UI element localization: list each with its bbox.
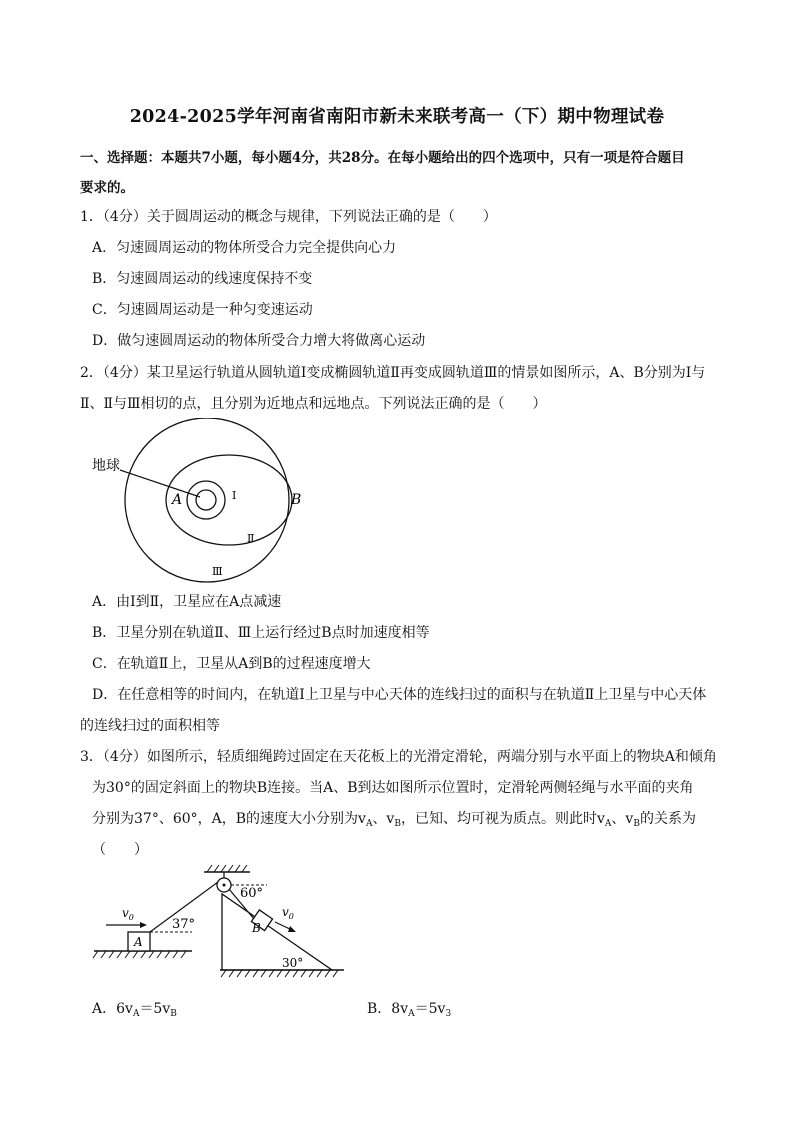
velocity-label-a: $v_0$ <box>122 906 134 922</box>
pulley-diagram <box>92 864 362 989</box>
velocity-label-b: $v_0$ <box>282 905 294 921</box>
orbit-3-circle <box>125 418 289 582</box>
q3-stem-line2: 为30°的固定斜面上的物块B连接。当A、B到达如图所示位置时，定滑轮两侧轻绳与水平面的夹角 <box>92 780 694 796</box>
angle-37-label: 37° <box>172 917 196 932</box>
q3-stem-line3 <box>92 808 696 829</box>
q1-option-c: C．匀速圆周运动是一种匀变速运动 <box>92 302 313 318</box>
subscript-a: A <box>132 1009 140 1019</box>
q3-stem-line1: 3．（4分）如图所示，轻质细绳跨过固定在天花板上的光滑定滑轮，两端分别与水平面上的物块A和倾角 <box>80 749 717 765</box>
q3-stem-line3-text-5: 的关系为 <box>639 811 696 827</box>
q3-stem-line3-text-2: 、v <box>372 811 395 827</box>
angle-60-label: 60° <box>240 886 264 901</box>
subscript-3: 3 <box>445 1009 452 1019</box>
q3-option-a <box>92 998 177 1019</box>
ground-left-hatch <box>93 951 186 958</box>
earth-circle <box>196 490 216 510</box>
section-heading-line2: 要求的。 <box>80 180 134 196</box>
ground-right-hatch <box>221 970 338 977</box>
earth-pointer-line <box>120 470 200 497</box>
q2-stem-line1: 2．（4分）某卫星运行轨道从圆轨道Ⅰ变成椭圆轨道Ⅱ再变成圆轨道Ⅲ的情景如图所示，A、B分别为Ⅰ与 <box>80 365 706 381</box>
q1-option-d: D．做匀速圆周运动的物体所受合力增大将做离心运动 <box>92 333 426 349</box>
subscript-b: B <box>170 1009 177 1019</box>
orbit-2-label: Ⅱ <box>247 532 255 545</box>
section-heading-line1: 一、选择题：本题共7小题，每小题4分，共28分。在每小题给出的四个选项中，只有一项是符合题目 <box>80 150 685 166</box>
orbit-diagram <box>86 418 326 588</box>
subscript-a: A <box>408 1009 415 1019</box>
orbit-2-ellipse <box>166 455 292 545</box>
q3-option-a-text-2: ＝5v <box>139 1001 171 1017</box>
q2-option-d: D．在任意相等的时间内，在轨道Ⅰ上卫星与中心天体的连线扫过的面积与在轨道Ⅱ上卫星与中心天体 <box>92 687 707 703</box>
q3-option-a-text-1: A．6v <box>92 1001 133 1017</box>
q3-stem-line4: （ ） <box>92 842 148 858</box>
velocity-arrowhead-b <box>288 926 296 932</box>
q3-stem-line3-text-1: 分别为37°、60°，A，B的速度大小分别为v <box>92 811 366 827</box>
q2-option-c: C．在轨道Ⅱ上，卫星从A到B的过程速度增大 <box>92 656 371 672</box>
pulley-axle <box>223 884 226 887</box>
subscript-a: A <box>365 819 373 829</box>
angle-30-label: 30° <box>282 956 304 970</box>
velocity-arrowhead-a <box>140 922 147 928</box>
q1-stem: 1．（4分）关于圆周运动的概念与规律，下列说法正确的是（ ） <box>80 209 497 225</box>
q1-option-b: B．匀速圆周运动的线速度保持不变 <box>92 271 313 287</box>
point-a-label: A <box>172 492 183 508</box>
q2-stem-line2: Ⅱ、Ⅱ与Ⅲ相切的点，且分别为近地点和远地点。下列说法正确的是（ ） <box>80 396 547 412</box>
subscript-b: B <box>394 819 401 829</box>
q2-option-b: B．卫星分别在轨道Ⅱ、Ⅲ上运行经过B点时加速度相等 <box>92 625 430 641</box>
q3-option-b-text-2: ＝5v <box>414 1001 446 1017</box>
incline <box>222 894 332 970</box>
subscript-a: A <box>604 819 612 829</box>
q2-option-a: A．由Ⅰ到Ⅱ，卫星应在A点减速 <box>92 594 282 610</box>
point-b-label: B <box>291 492 302 508</box>
q3-stem-line3-text-4: 、v <box>611 811 634 827</box>
earth-label: 地球 <box>92 458 120 474</box>
orbit-1-label: Ⅰ <box>232 489 237 502</box>
q3-stem-line3-text-3: ，已知、均可视为质点。则此时v <box>400 811 605 827</box>
page-title: 2024-2025学年河南省南阳市新未来联考高一（下）期中物理试卷 <box>129 107 665 127</box>
q3-option-b-text-1: B．8v <box>367 1001 409 1017</box>
block-b-label: B <box>252 921 261 935</box>
orbit-1-circle <box>187 481 225 519</box>
q1-option-a: A．匀速圆周运动的物体所受合力完全提供向心力 <box>92 240 397 256</box>
q3-option-b <box>367 998 451 1019</box>
subscript-b: B <box>633 819 640 829</box>
orbit-3-label: Ⅲ <box>212 565 223 578</box>
block-a-label: A <box>134 935 143 949</box>
ceiling-hatch <box>207 865 247 872</box>
q2-option-d-continued: 的连线扫过的面积相等 <box>80 718 220 734</box>
